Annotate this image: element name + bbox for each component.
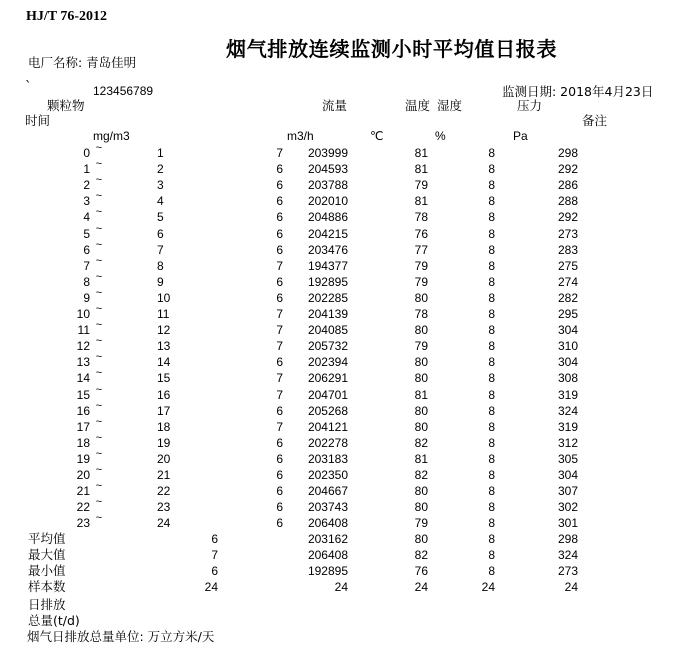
pm-value: 6 bbox=[276, 242, 283, 257]
pm-value: 7 bbox=[276, 146, 283, 160]
pm-value: 6 bbox=[276, 435, 283, 450]
hour-end: 5 bbox=[157, 210, 164, 225]
pm-value: 6 bbox=[276, 210, 283, 225]
tilde-separator: ~ bbox=[95, 351, 103, 364]
table-row bbox=[0, 512, 675, 531]
humidity-value: 8 bbox=[488, 548, 495, 562]
temperature-value: 76 bbox=[414, 564, 428, 578]
pm-value: 6 bbox=[276, 194, 283, 209]
hour-start: 18 bbox=[76, 435, 90, 450]
pm-value: 7 bbox=[276, 371, 283, 386]
hour-end: 10 bbox=[157, 290, 171, 305]
pm-value: 6 bbox=[276, 484, 283, 499]
tilde-separator: ~ bbox=[95, 367, 103, 380]
summary-label: 最小值 bbox=[28, 563, 66, 578]
summary-row bbox=[0, 563, 675, 579]
pm-value: 7 bbox=[276, 387, 283, 402]
pm-value: 6 bbox=[276, 451, 283, 466]
temperature-value: 80 bbox=[414, 500, 428, 515]
hour-end: 7 bbox=[157, 242, 164, 257]
flow-value: 202285 bbox=[307, 290, 348, 305]
flow-value: 204085 bbox=[307, 323, 348, 338]
hour-end: 1 bbox=[157, 146, 164, 160]
humidity-value: 8 bbox=[488, 307, 495, 321]
flue-gas-total-unit-note: 烟气日排放总量单位: 万立方米/天 bbox=[27, 629, 215, 644]
temperature-value: 24 bbox=[414, 580, 428, 594]
pm-value: 6 bbox=[276, 226, 283, 241]
tilde-separator: ~ bbox=[95, 464, 103, 476]
flow-value: 192895 bbox=[307, 274, 348, 289]
humidity-value: 24 bbox=[481, 580, 495, 594]
hour-start: 4 bbox=[83, 210, 90, 225]
monitor-date: 监测日期: 2018年4月23日 bbox=[502, 84, 654, 99]
hour-start: 13 bbox=[76, 355, 90, 370]
pressure-value: 319 bbox=[557, 387, 578, 402]
hour-start: 12 bbox=[76, 339, 90, 354]
humidity-value: 8 bbox=[488, 387, 495, 402]
temperature-value: 81 bbox=[414, 194, 428, 209]
flow-value: 204886 bbox=[307, 210, 348, 225]
temperature-value: 82 bbox=[414, 435, 428, 450]
tilde-separator: ~ bbox=[95, 319, 103, 332]
humidity-value: 8 bbox=[488, 242, 495, 257]
pm-value: 6 bbox=[276, 500, 283, 515]
humidity-value: 8 bbox=[488, 371, 495, 386]
pm-value: 7 bbox=[276, 339, 283, 354]
flow-value: 202394 bbox=[307, 355, 348, 370]
unit-pressure: Pa bbox=[513, 129, 528, 143]
humidity-value: 8 bbox=[488, 339, 495, 354]
hour-end: 14 bbox=[157, 355, 171, 370]
hour-start: 1 bbox=[83, 162, 90, 177]
hour-start: 21 bbox=[76, 484, 90, 499]
pm-value: 6 bbox=[276, 178, 283, 193]
hour-end: 15 bbox=[157, 371, 171, 386]
hour-end: 11 bbox=[157, 307, 170, 321]
humidity-value: 8 bbox=[488, 451, 495, 466]
flow-value: 24 bbox=[334, 580, 348, 594]
pressure-value: 305 bbox=[557, 451, 578, 466]
humidity-value: 8 bbox=[488, 194, 495, 209]
col-header-humidity: 湿度 bbox=[437, 98, 463, 113]
pm-value: 24 bbox=[204, 580, 218, 594]
hour-end: 2 bbox=[157, 162, 164, 177]
pm-value: 6 bbox=[276, 516, 283, 531]
humidity-value: 8 bbox=[488, 419, 495, 434]
tilde-separator: ~ bbox=[95, 512, 103, 525]
temperature-value: 80 bbox=[414, 355, 428, 370]
unit-flow: m3/h bbox=[287, 129, 314, 143]
temperature-value: 80 bbox=[414, 532, 428, 546]
pressure-value: 283 bbox=[557, 242, 578, 257]
pressure-value: 273 bbox=[557, 564, 578, 578]
tilde-separator: ~ bbox=[95, 399, 103, 412]
hour-end: 13 bbox=[157, 339, 171, 354]
col-header-flow: 流量 bbox=[322, 98, 348, 113]
humidity-value: 8 bbox=[488, 403, 495, 418]
unit-humidity: % bbox=[435, 129, 446, 143]
flow-value: 192895 bbox=[307, 564, 348, 578]
summary-label: 样本数 bbox=[28, 579, 66, 594]
temperature-value: 78 bbox=[414, 210, 428, 225]
pm-value: 6 bbox=[276, 274, 283, 289]
hour-start: 16 bbox=[76, 403, 90, 418]
hour-start: 10 bbox=[76, 307, 90, 321]
flow-value: 204215 bbox=[307, 226, 348, 241]
humidity-value: 8 bbox=[488, 516, 495, 531]
pm-value: 7 bbox=[276, 307, 283, 321]
tilde-separator: ~ bbox=[95, 222, 103, 235]
tilde-separator: ~ bbox=[95, 142, 103, 154]
pressure-value: 304 bbox=[557, 468, 578, 482]
pm-value: 6 bbox=[276, 290, 283, 305]
summary-row bbox=[0, 547, 675, 563]
plant-name: 电厂名称: 青岛佳明 bbox=[28, 55, 137, 70]
pressure-value: 304 bbox=[557, 323, 578, 338]
tilde-separator: ~ bbox=[95, 254, 103, 267]
temperature-value: 76 bbox=[414, 226, 428, 241]
pressure-value: 308 bbox=[557, 371, 578, 386]
tilde-separator: ~ bbox=[95, 335, 103, 348]
tilde-separator: ~ bbox=[95, 415, 103, 428]
hour-start: 6 bbox=[83, 242, 90, 257]
flow-value: 206291 bbox=[307, 371, 348, 386]
flow-value: 204701 bbox=[307, 387, 348, 402]
pressure-value: 298 bbox=[557, 532, 578, 546]
hour-end: 24 bbox=[157, 516, 171, 531]
report-title: 烟气排放连续监测小时平均值日报表 bbox=[226, 37, 558, 61]
pressure-value: 302 bbox=[557, 500, 578, 515]
col-header-time: 时间 bbox=[25, 113, 51, 128]
tilde-separator: ~ bbox=[95, 174, 103, 187]
temperature-value: 80 bbox=[414, 323, 428, 338]
pm-value: 6 bbox=[276, 403, 283, 418]
temperature-value: 80 bbox=[414, 403, 428, 418]
flow-value: 203743 bbox=[307, 500, 348, 515]
corner-mark: ` bbox=[25, 80, 32, 95]
temperature-value: 78 bbox=[414, 307, 428, 321]
humidity-value: 8 bbox=[488, 146, 495, 160]
humidity-value: 8 bbox=[488, 178, 495, 193]
temperature-value: 79 bbox=[414, 258, 428, 273]
temperature-value: 80 bbox=[414, 290, 428, 305]
summary-label: 最大值 bbox=[28, 547, 66, 562]
unit-temperature: ℃ bbox=[370, 129, 384, 143]
standard-code: HJ/T 76-2012 bbox=[26, 9, 108, 24]
flow-value: 206408 bbox=[307, 548, 348, 562]
pressure-value: 324 bbox=[557, 403, 578, 418]
col-header-remark: 备注 bbox=[582, 113, 608, 128]
hour-end: 8 bbox=[157, 258, 164, 273]
hour-start: 0 bbox=[83, 146, 90, 160]
tilde-separator: ~ bbox=[95, 383, 103, 396]
tilde-separator: ~ bbox=[95, 206, 103, 219]
temperature-value: 82 bbox=[414, 468, 428, 482]
flow-value: 203183 bbox=[307, 451, 348, 466]
flow-value: 203476 bbox=[307, 242, 348, 257]
col-header-temperature: 温度 bbox=[405, 98, 431, 113]
pressure-value: 273 bbox=[557, 226, 578, 241]
hour-start: 23 bbox=[76, 516, 90, 531]
serial-number: 123456789 bbox=[93, 84, 154, 98]
humidity-value: 8 bbox=[488, 468, 495, 482]
humidity-value: 8 bbox=[488, 564, 495, 578]
tilde-separator: ~ bbox=[95, 303, 103, 315]
temperature-value: 80 bbox=[414, 419, 428, 434]
pressure-value: 298 bbox=[557, 146, 578, 160]
pressure-value: 319 bbox=[557, 419, 578, 434]
tilde-separator: ~ bbox=[95, 270, 103, 283]
pressure-value: 275 bbox=[557, 258, 578, 273]
temperature-value: 81 bbox=[414, 162, 428, 177]
flow-value: 194377 bbox=[307, 258, 348, 273]
col-header-pm: 颗粒物 bbox=[47, 98, 85, 113]
hour-start: 11 bbox=[77, 323, 90, 338]
pm-value: 7 bbox=[276, 323, 283, 338]
hour-start: 19 bbox=[76, 451, 90, 466]
temperature-value: 80 bbox=[414, 484, 428, 499]
hour-start: 22 bbox=[76, 500, 90, 515]
col-header-pressure: 压力 bbox=[517, 98, 543, 113]
hour-start: 9 bbox=[83, 290, 90, 305]
temperature-value: 79 bbox=[414, 178, 428, 193]
pm-value: 7 bbox=[276, 258, 283, 273]
flow-value: 202350 bbox=[307, 468, 348, 482]
hour-start: 17 bbox=[76, 419, 90, 434]
hour-end: 21 bbox=[157, 468, 171, 482]
hour-start: 15 bbox=[76, 387, 90, 402]
temperature-value: 79 bbox=[414, 339, 428, 354]
pressure-value: 282 bbox=[557, 290, 578, 305]
tilde-separator: ~ bbox=[95, 190, 103, 203]
flow-value: 204121 bbox=[307, 419, 348, 434]
pressure-value: 310 bbox=[557, 339, 578, 354]
pressure-value: 288 bbox=[557, 194, 578, 209]
hour-end: 4 bbox=[157, 194, 164, 209]
pm-value: 6 bbox=[276, 468, 283, 482]
hour-start: 14 bbox=[76, 371, 90, 386]
pm-value: 6 bbox=[276, 355, 283, 370]
flow-value: 203162 bbox=[307, 532, 348, 546]
flow-value: 202010 bbox=[307, 194, 348, 209]
pressure-value: 274 bbox=[557, 274, 578, 289]
hour-end: 22 bbox=[157, 484, 171, 499]
tilde-separator: ~ bbox=[95, 286, 103, 299]
hour-end: 18 bbox=[157, 419, 171, 434]
hour-start: 8 bbox=[83, 274, 90, 289]
hour-end: 20 bbox=[157, 451, 171, 466]
temperature-value: 81 bbox=[414, 387, 428, 402]
pm-value: 6 bbox=[211, 532, 218, 546]
hour-end: 16 bbox=[157, 387, 171, 402]
pressure-value: 295 bbox=[557, 307, 578, 321]
humidity-value: 8 bbox=[488, 484, 495, 499]
hour-start: 5 bbox=[83, 226, 90, 241]
tilde-separator: ~ bbox=[95, 480, 103, 493]
daily-emission-label-line2: 总量(t/d) bbox=[28, 613, 80, 628]
hour-end: 6 bbox=[157, 226, 164, 241]
tilde-separator: ~ bbox=[95, 238, 103, 251]
hour-end: 19 bbox=[157, 435, 171, 450]
temperature-value: 82 bbox=[414, 548, 428, 562]
pressure-value: 24 bbox=[564, 580, 578, 594]
temperature-value: 80 bbox=[414, 371, 428, 386]
pm-value: 7 bbox=[276, 419, 283, 434]
pm-value: 6 bbox=[211, 564, 218, 578]
hour-end: 9 bbox=[157, 274, 164, 289]
humidity-value: 8 bbox=[488, 500, 495, 515]
pressure-value: 301 bbox=[557, 516, 578, 531]
pressure-value: 292 bbox=[557, 162, 578, 177]
flow-value: 202278 bbox=[307, 435, 348, 450]
tilde-separator: ~ bbox=[95, 447, 103, 460]
summary-row bbox=[0, 531, 675, 547]
hour-end: 3 bbox=[157, 178, 164, 193]
pressure-value: 312 bbox=[557, 435, 578, 450]
hour-end: 12 bbox=[157, 323, 171, 338]
tilde-separator: ~ bbox=[95, 431, 103, 444]
temperature-value: 81 bbox=[414, 451, 428, 466]
daily-emission-label-line1: 日排放 bbox=[28, 597, 66, 612]
humidity-value: 8 bbox=[488, 323, 495, 338]
tilde-separator: ~ bbox=[95, 496, 103, 509]
hour-end: 17 bbox=[157, 403, 171, 418]
humidity-value: 8 bbox=[488, 355, 495, 370]
summary-row bbox=[0, 579, 675, 595]
humidity-value: 8 bbox=[488, 226, 495, 241]
hour-start: 7 bbox=[83, 258, 90, 273]
pressure-value: 324 bbox=[557, 548, 578, 562]
humidity-value: 8 bbox=[488, 290, 495, 305]
flow-value: 203999 bbox=[307, 146, 348, 160]
flow-value: 203788 bbox=[307, 178, 348, 193]
humidity-value: 8 bbox=[488, 258, 495, 273]
pressure-value: 307 bbox=[557, 484, 578, 499]
pressure-value: 292 bbox=[557, 210, 578, 225]
hour-end: 23 bbox=[157, 500, 171, 515]
humidity-value: 8 bbox=[488, 435, 495, 450]
humidity-value: 8 bbox=[488, 210, 495, 225]
humidity-value: 8 bbox=[488, 274, 495, 289]
pressure-value: 286 bbox=[557, 178, 578, 193]
flow-value: 204593 bbox=[307, 162, 348, 177]
pm-value: 7 bbox=[211, 548, 218, 562]
temperature-value: 81 bbox=[414, 146, 428, 160]
flow-value: 204139 bbox=[307, 307, 348, 321]
hour-start: 2 bbox=[83, 178, 90, 193]
temperature-value: 79 bbox=[414, 516, 428, 531]
temperature-value: 77 bbox=[414, 242, 428, 257]
flow-value: 205268 bbox=[307, 403, 348, 418]
hour-start: 3 bbox=[83, 194, 90, 209]
temperature-value: 79 bbox=[414, 274, 428, 289]
humidity-value: 8 bbox=[488, 162, 495, 177]
pm-value: 6 bbox=[276, 162, 283, 177]
tilde-separator: ~ bbox=[95, 158, 103, 171]
summary-label: 平均值 bbox=[28, 531, 66, 546]
flow-value: 206408 bbox=[307, 516, 348, 531]
unit-pm: mg/m3 bbox=[93, 129, 130, 143]
flow-value: 205732 bbox=[307, 339, 348, 354]
humidity-value: 8 bbox=[488, 532, 495, 546]
flow-value: 204667 bbox=[307, 484, 348, 499]
pressure-value: 304 bbox=[557, 355, 578, 370]
hour-start: 20 bbox=[76, 468, 90, 482]
